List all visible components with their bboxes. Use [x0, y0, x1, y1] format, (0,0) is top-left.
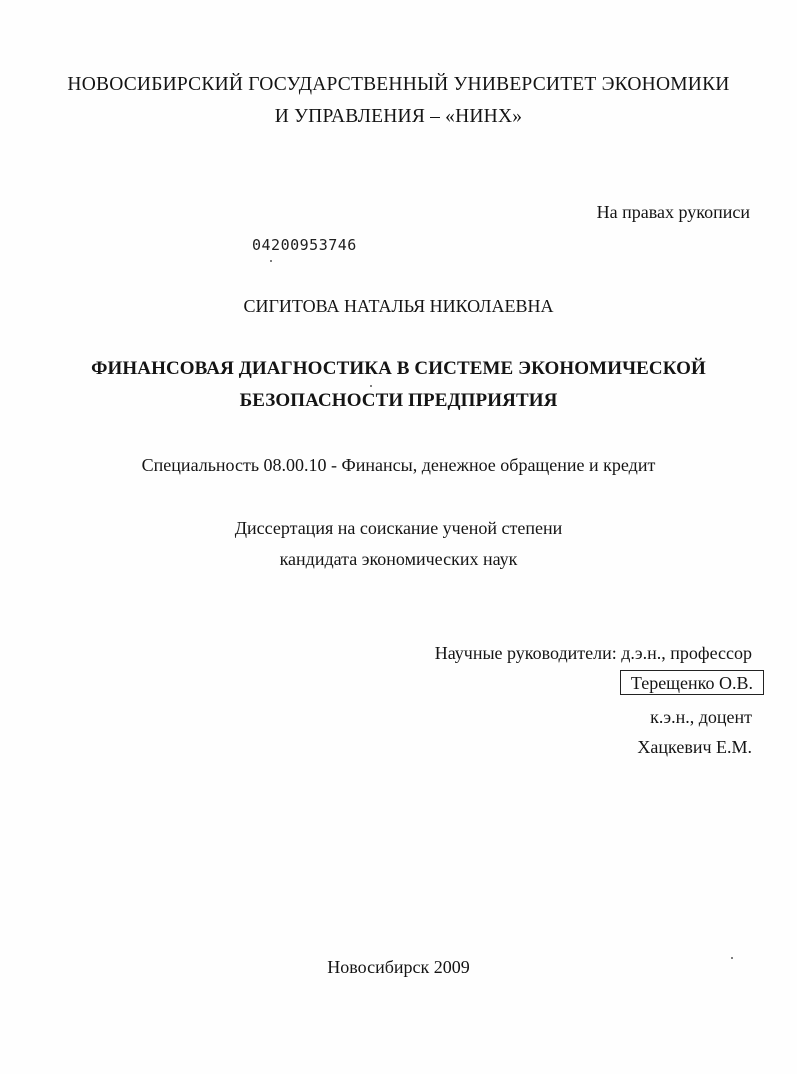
- manuscript-note: На правах рукописи: [596, 202, 750, 222]
- dissertation-degree-line1: Диссертация на соискание ученой степени: [234, 518, 563, 538]
- dissertation-title-line1: ФИНАНСОВАЯ ДИАГНОСТИКА В СИСТЕМЕ ЭКОНОМИЧЕСКОЙ: [91, 358, 706, 379]
- university-name-line1: НОВОСИБИРСКИЙ ГОСУДАРСТВЕННЫЙ УНИВЕРСИТЕТ ЭКОНОМИКИ: [67, 74, 730, 95]
- dissertation-title-line2: БЕЗОПАСНОСТИ ПРЕДПРИЯТИЯ: [239, 390, 558, 411]
- dissertation-degree-line2: кандидата экономических наук: [279, 549, 518, 569]
- stamp-number: 04200953746: [252, 236, 357, 254]
- author-name: СИГИТОВА НАТАЛЬЯ НИКОЛАЕВНА: [243, 296, 554, 316]
- supervisor2-name: Хацкевич Е.М.: [637, 737, 752, 757]
- university-name-line2: И УПРАВЛЕНИЯ – «НИНХ»: [274, 106, 523, 127]
- supervisor2-degree: к.э.н., доцент: [650, 707, 752, 727]
- footer-city-year: Новосибирск 2009: [327, 957, 470, 977]
- speck: [270, 260, 272, 262]
- supervisor1-name: Терещенко О.В.: [620, 670, 764, 695]
- supervisors-label: Научные руководители: д.э.н., профессор: [434, 643, 752, 663]
- specialty: Специальность 08.00.10 - Финансы, денежное обращение и кредит: [141, 455, 656, 475]
- speck: [370, 385, 372, 387]
